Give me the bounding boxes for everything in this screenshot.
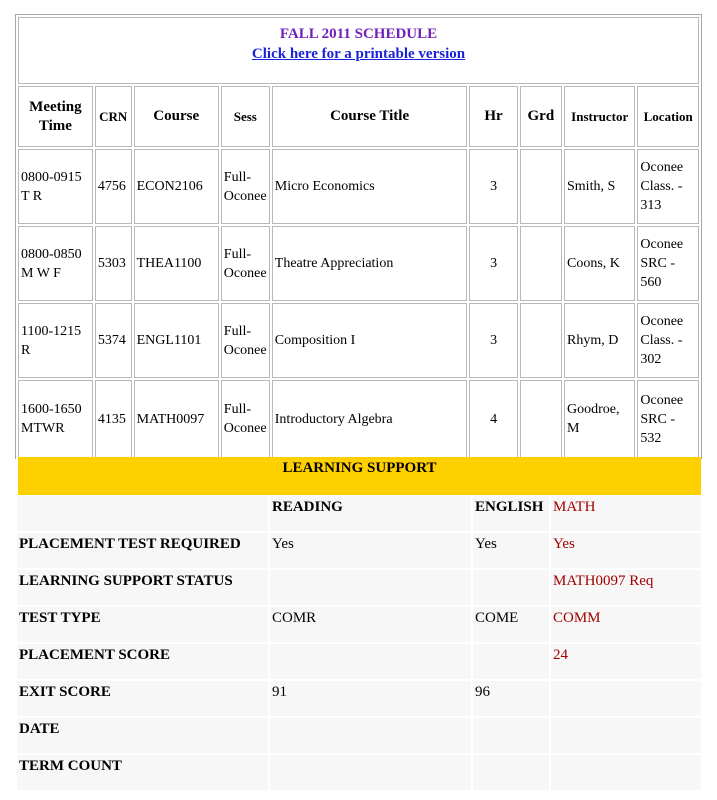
col-hr: Hr bbox=[469, 86, 517, 147]
ls-english-cell: 96 bbox=[473, 681, 549, 716]
table-row bbox=[17, 570, 701, 605]
hr-cell: 3 bbox=[469, 303, 517, 378]
course-cell: ENGL1101 bbox=[134, 303, 219, 378]
grd-cell bbox=[520, 149, 562, 224]
location-cell: Oconee SRC - 560 bbox=[637, 226, 699, 301]
sess-cell: Full- Oconee bbox=[221, 303, 270, 378]
crn-cell: 4135 bbox=[95, 380, 132, 457]
ls-english-cell bbox=[473, 718, 549, 753]
ls-english-cell bbox=[473, 644, 549, 679]
col-meeting-time: Meeting Time bbox=[18, 86, 93, 147]
ls-math-cell bbox=[551, 681, 701, 716]
meeting-time-cell: 1600-1650 MTWR bbox=[18, 380, 93, 457]
ls-math-cell: 24 bbox=[551, 644, 701, 679]
location-cell: Oconee Class. - 302 bbox=[637, 303, 699, 378]
ls-reading-cell: Yes bbox=[270, 533, 471, 568]
table-row bbox=[17, 644, 701, 679]
hr-cell: 3 bbox=[469, 226, 517, 301]
table-row bbox=[18, 303, 699, 378]
ls-math-cell: COMM bbox=[551, 607, 701, 642]
col-sess: Sess bbox=[221, 86, 270, 147]
crn-cell: 5374 bbox=[95, 303, 132, 378]
ls-col-english: ENGLISH bbox=[473, 496, 549, 531]
col-crn: CRN bbox=[95, 86, 132, 147]
learning-support-header-row bbox=[17, 496, 701, 531]
ls-reading-cell bbox=[270, 644, 471, 679]
grd-cell bbox=[520, 226, 562, 301]
ls-label-cell: TERM COUNT bbox=[17, 755, 268, 790]
meeting-time-cell: 1100-1215 R bbox=[18, 303, 93, 378]
table-row bbox=[18, 149, 699, 224]
sess-cell: Full- Oconee bbox=[221, 380, 270, 457]
table-row bbox=[18, 380, 699, 457]
course-cell: MATH0097 bbox=[134, 380, 219, 457]
course-cell: ECON2106 bbox=[134, 149, 219, 224]
table-row bbox=[17, 607, 701, 642]
table-row bbox=[17, 755, 701, 790]
col-course-title: Course Title bbox=[272, 86, 468, 147]
ls-label-cell: PLACEMENT TEST REQUIRED bbox=[17, 533, 268, 568]
ls-reading-cell: 91 bbox=[270, 681, 471, 716]
sess-cell: Full- Oconee bbox=[221, 226, 270, 301]
location-cell: Oconee SRC - 532 bbox=[637, 380, 699, 457]
course-cell: THEA1100 bbox=[134, 226, 219, 301]
ls-col-math: MATH bbox=[551, 496, 701, 531]
table-row bbox=[17, 681, 701, 716]
printable-version-link[interactable]: Click here for a printable version bbox=[251, 46, 466, 62]
ls-math-cell bbox=[551, 718, 701, 753]
col-grd: Grd bbox=[520, 86, 562, 147]
sess-cell: Full- Oconee bbox=[221, 149, 270, 224]
ls-math-cell: MATH0097 Req bbox=[551, 570, 701, 605]
hr-cell: 4 bbox=[469, 380, 517, 457]
ls-english-cell bbox=[473, 755, 549, 790]
instructor-cell: Goodroe, M bbox=[564, 380, 635, 457]
grd-cell bbox=[520, 380, 562, 457]
course-title-cell: Micro Economics bbox=[272, 149, 468, 224]
ls-math-cell bbox=[551, 755, 701, 790]
table-row bbox=[17, 718, 701, 753]
ls-label-cell: LEARNING SUPPORT STATUS bbox=[17, 570, 268, 605]
schedule-header-cell bbox=[18, 17, 699, 84]
instructor-cell: Smith, S bbox=[564, 149, 635, 224]
learning-support-title: LEARNING SUPPORT bbox=[18, 457, 701, 495]
ls-math-cell: Yes bbox=[551, 533, 701, 568]
meeting-time-cell: 0800-0915 T R bbox=[18, 149, 93, 224]
schedule-table bbox=[15, 14, 702, 459]
col-instructor: Instructor bbox=[564, 86, 635, 147]
table-row bbox=[18, 226, 699, 301]
learning-support-table bbox=[15, 494, 703, 792]
instructor-cell: Coons, K bbox=[564, 226, 635, 301]
ls-english-cell bbox=[473, 570, 549, 605]
column-header-row bbox=[18, 86, 699, 147]
crn-cell: 5303 bbox=[95, 226, 132, 301]
hr-cell: 3 bbox=[469, 149, 517, 224]
meeting-time-cell: 0800-0850 M W F bbox=[18, 226, 93, 301]
ls-reading-cell: COMR bbox=[270, 607, 471, 642]
ls-label-cell bbox=[17, 496, 268, 531]
location-cell: Oconee Class. - 313 bbox=[637, 149, 699, 224]
instructor-cell: Rhym, D bbox=[564, 303, 635, 378]
ls-label-cell: PLACEMENT SCORE bbox=[17, 644, 268, 679]
ls-label-cell: DATE bbox=[17, 718, 268, 753]
ls-english-cell: COME bbox=[473, 607, 549, 642]
table-row bbox=[17, 533, 701, 568]
ls-reading-cell bbox=[270, 570, 471, 605]
grd-cell bbox=[520, 303, 562, 378]
course-title-cell: Introductory Algebra bbox=[272, 380, 468, 457]
crn-cell: 4756 bbox=[95, 149, 132, 224]
course-title-cell: Theatre Appreciation bbox=[272, 226, 468, 301]
ls-label-cell: TEST TYPE bbox=[17, 607, 268, 642]
ls-reading-cell bbox=[270, 718, 471, 753]
schedule-title: FALL 2011 SCHEDULE bbox=[279, 26, 438, 42]
ls-col-reading: READING bbox=[270, 496, 471, 531]
col-course: Course bbox=[134, 86, 219, 147]
col-location: Location bbox=[637, 86, 699, 147]
course-title-cell: Composition I bbox=[272, 303, 468, 378]
ls-english-cell: Yes bbox=[473, 533, 549, 568]
ls-label-cell: EXIT SCORE bbox=[17, 681, 268, 716]
ls-reading-cell bbox=[270, 755, 471, 790]
